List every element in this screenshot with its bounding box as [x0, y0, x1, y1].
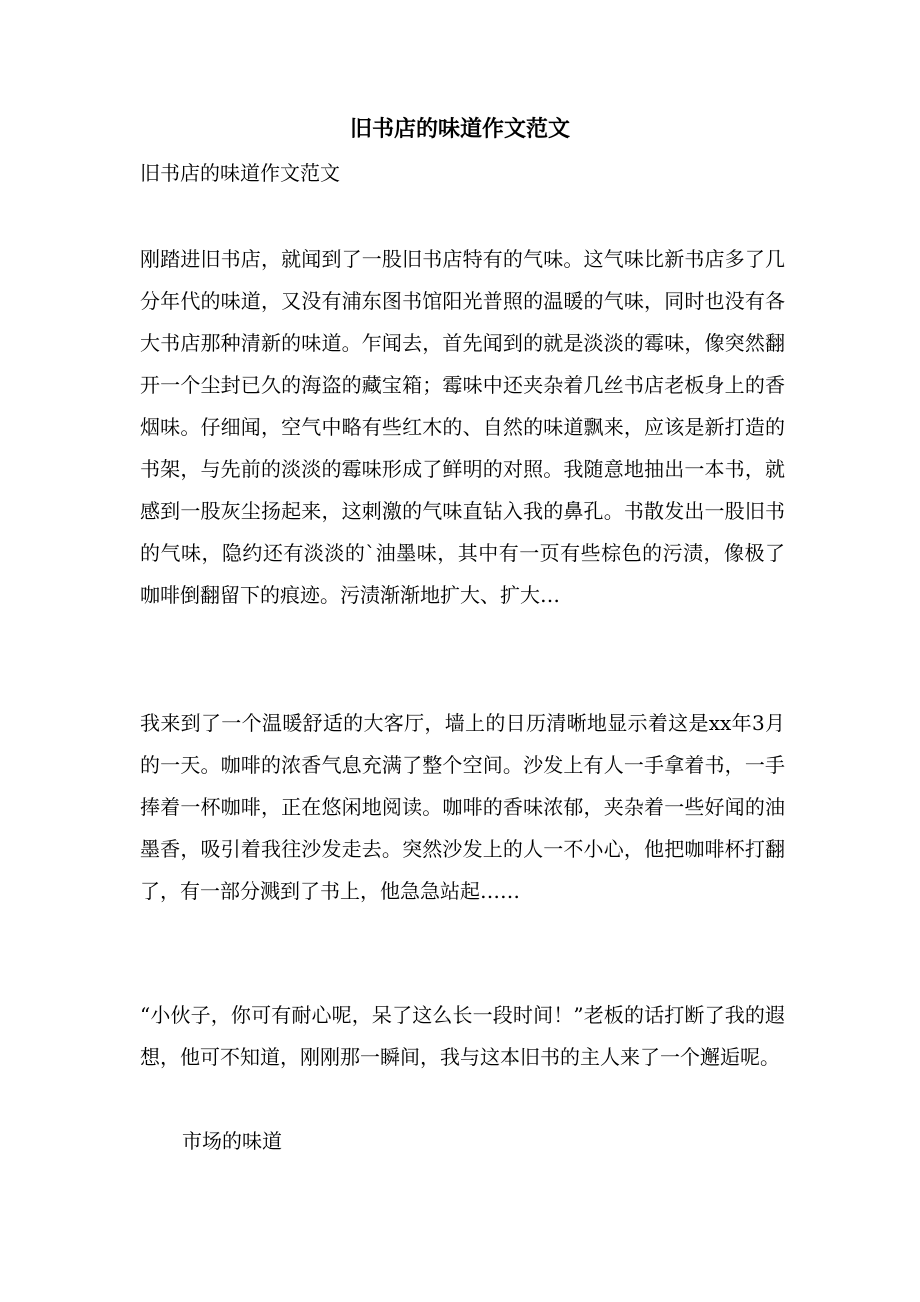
paragraph-2: 我来到了一个温暖舒适的大客厅，墙上的日历清晰地显示着这是xx年3月的一天。咖啡的浓香气息充满了整个空间。沙发上有人一手拿着书，一手捧着一杯咖啡，正在悠闲地阅读。咖啡的香味浓郁，夹杂着一些好闻的油墨香，吸引着我往沙发走去。突然沙发上的人一不小心，他把咖啡杯打翻了，有一部分溅到了书上，他急急站起…… — [140, 711, 785, 903]
document-title: 旧书店的味道作文范文 — [349, 116, 570, 142]
paragraph-1: 刚踏进旧书店，就闻到了一股旧书店特有的气味。这气味比新书店多了几分年代的味道，又没有浦东图书馆阳光普照的温暖的气味，同时也没有各大书店那种清新的味道。乍闻去，首先闻到的就是淡淡的霉味，像突然翻开一个尘封已久的海盗的藏宝箱；霉味中还夹杂着几丝书店老板身上的香烟味。仔细闻，空气中略有些红木的、自然的味道飘来，应该是新打造的书架，与先前的淡淡的霉味形成了鲜明的对照。我随意地抽出一本书，就感到一股灰尘扬起来，这刺激的气味直钻入我的鼻孔。书散发出一股旧书的气味，隐约还有淡淡的`油墨味，其中有一页有些棕色的污渍，像极了咖啡倒翻留下的痕迹。污渍渐渐地扩大、扩大… — [140, 247, 785, 607]
paragraph-3: “小伙子，你可有耐心呢，呆了这么长一段时间！”老板的话打断了我的遐想，他可不知道，刚刚那一瞬间，我与这本旧书的主人来了一个邂逅呢。 — [140, 1003, 785, 1069]
next-section-heading: 市场的味道 — [182, 1129, 282, 1153]
document-subtitle: 旧书店的味道作文范文 — [140, 161, 340, 185]
